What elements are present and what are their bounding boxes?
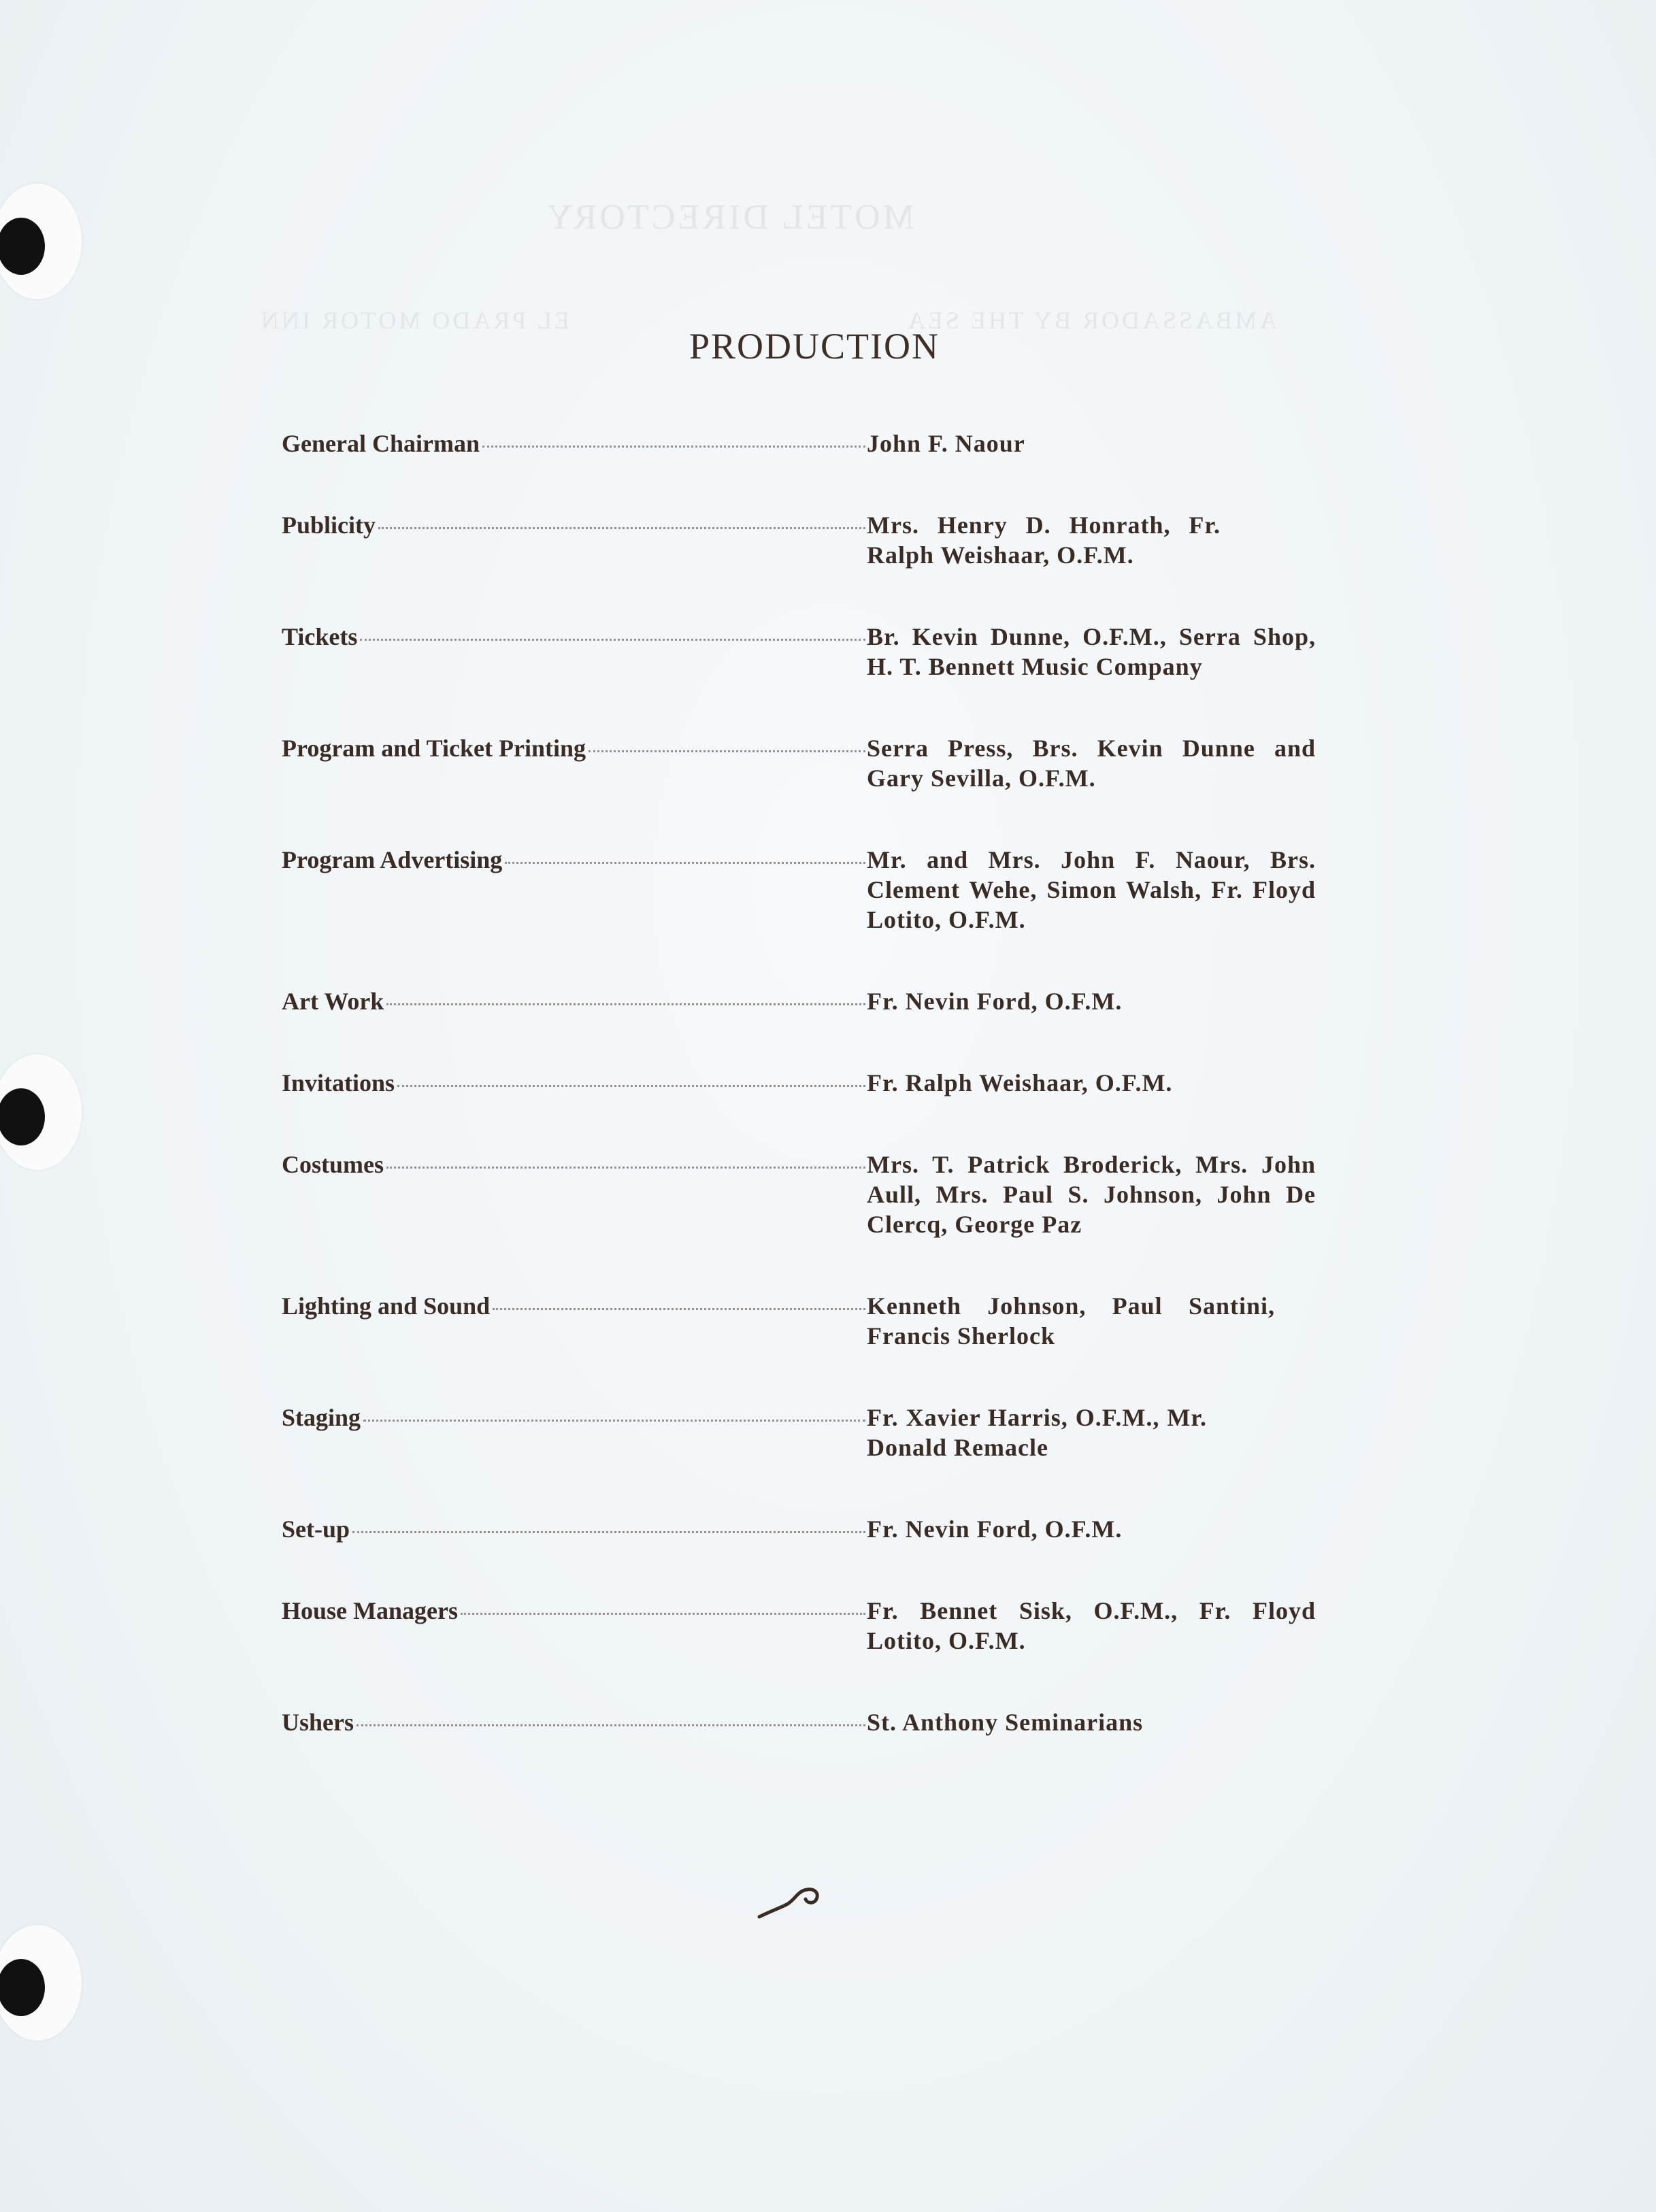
credit-publicity (282, 510, 1323, 570)
credit-set-up (282, 1514, 1323, 1544)
dot-leader (493, 1308, 865, 1310)
credit-program-advertising (282, 845, 1323, 935)
dot-leader (589, 750, 865, 752)
credit-role: Program Advertising (282, 846, 503, 873)
credit-role: Set-up (282, 1515, 350, 1543)
credit-role: Tickets (282, 623, 358, 650)
bleed-through-heading: MOTEL DIRECTORY (544, 198, 914, 237)
credit-names: Fr. Nevin Ford, O.F.M. (867, 1515, 1123, 1543)
punch-hole-middle (0, 1054, 82, 1170)
credit-names: Fr. Ralph Weishaar, O.F.M. (867, 1069, 1173, 1096)
credit-tickets (282, 622, 1323, 682)
credit-role-wrap (282, 845, 867, 875)
credit-names: Fr. Nevin Ford, O.F.M. (867, 988, 1123, 1015)
credit-role: Program and Ticket Printing (282, 735, 586, 762)
credit-names: Serra Press, Brs. Kevin Dunne and Gary Sevilla, O.F.M. (867, 735, 1316, 792)
credit-art-work (282, 986, 1323, 1016)
dot-leader (482, 446, 865, 448)
credit-names: Mrs. Henry D. Honrath, Fr. Ralph Weishaar, O.F.M. (867, 512, 1221, 569)
punch-hole-bottom-shadow (0, 1959, 45, 2016)
credit-role: House Managers (282, 1597, 458, 1624)
credit-role: Invitations (282, 1069, 395, 1096)
credit-names: John F. Naour (867, 430, 1025, 457)
credit-names: Kenneth Johnson, Paul Santini, Francis Sherlock (867, 1292, 1275, 1350)
credit-ushers (282, 1707, 1323, 1737)
credit-role: Art Work (282, 988, 384, 1015)
page-title: PRODUCTION (689, 326, 940, 367)
credit-role-wrap (282, 1707, 867, 1737)
swash-ornament-icon (755, 1884, 823, 1925)
credit-role: General Chairman (282, 430, 480, 457)
dot-leader (505, 862, 865, 864)
credit-house-managers (282, 1596, 1323, 1656)
credit-role: Ushers (282, 1709, 354, 1736)
credit-role-wrap (282, 1596, 867, 1626)
punch-hole-middle-shadow (0, 1088, 45, 1145)
credit-role: Lighting and Sound (282, 1292, 491, 1320)
bleed-through-right: EL PRADO MOTOR INN (259, 307, 570, 334)
credit-role: Staging (282, 1404, 361, 1431)
credit-lighting-sound (282, 1291, 1323, 1351)
credit-names: Mr. and Mrs. John F. Naour, Brs. Clement Wehe, Simon Walsh, Fr. Floyd Lotito, O.F.M. (867, 846, 1316, 933)
dot-leader (357, 1724, 865, 1726)
credit-names: Mrs. T. Patrick Broderick, Mrs. John Aull, Mrs. Paul S. Johnson, John De Clercq, George Paz (867, 1151, 1316, 1238)
bleed-through-left: AMBASSADOR BY THE SEA (905, 307, 1278, 334)
credit-costumes (282, 1150, 1323, 1239)
credit-names: Fr. Xavier Harris, O.F.M., Mr. Donald Remacle (867, 1404, 1207, 1461)
credit-names: Fr. Bennet Sisk, O.F.M., Fr. Floyd Lotito, O.F.M. (867, 1597, 1316, 1654)
credit-invitations (282, 1068, 1323, 1098)
credit-role-wrap (282, 1150, 867, 1179)
credit-general-chairman (282, 429, 1323, 458)
credit-role-wrap (282, 1291, 867, 1321)
dot-leader (352, 1531, 865, 1533)
dot-leader (386, 1003, 865, 1005)
credit-names: St. Anthony Seminarians (867, 1709, 1144, 1736)
credit-role-wrap (282, 1514, 867, 1544)
credit-staging (282, 1403, 1323, 1462)
credit-role-wrap (282, 733, 867, 763)
punch-hole-top-shadow (0, 218, 45, 275)
credit-role-wrap (282, 986, 867, 1016)
punch-hole-top (0, 184, 82, 299)
credit-role-wrap (282, 429, 867, 458)
dot-leader (397, 1085, 865, 1087)
credit-program-ticket-printing (282, 733, 1323, 793)
credit-role: Publicity (282, 512, 376, 539)
dot-leader (386, 1167, 865, 1169)
credit-role-wrap (282, 510, 867, 540)
credit-role: Costumes (282, 1151, 384, 1178)
credit-role-wrap (282, 1403, 867, 1432)
credits-list (282, 429, 1323, 1737)
dot-leader (378, 527, 865, 529)
punch-hole-bottom (0, 1925, 82, 2041)
credit-names: Br. Kevin Dunne, O.F.M., Serra Shop, H. T. Bennett Music Company (867, 623, 1316, 680)
dot-leader (363, 1420, 865, 1422)
credit-role-wrap (282, 1068, 867, 1098)
credit-role-wrap (282, 622, 867, 652)
dot-leader (360, 639, 865, 641)
dot-leader (461, 1613, 865, 1615)
